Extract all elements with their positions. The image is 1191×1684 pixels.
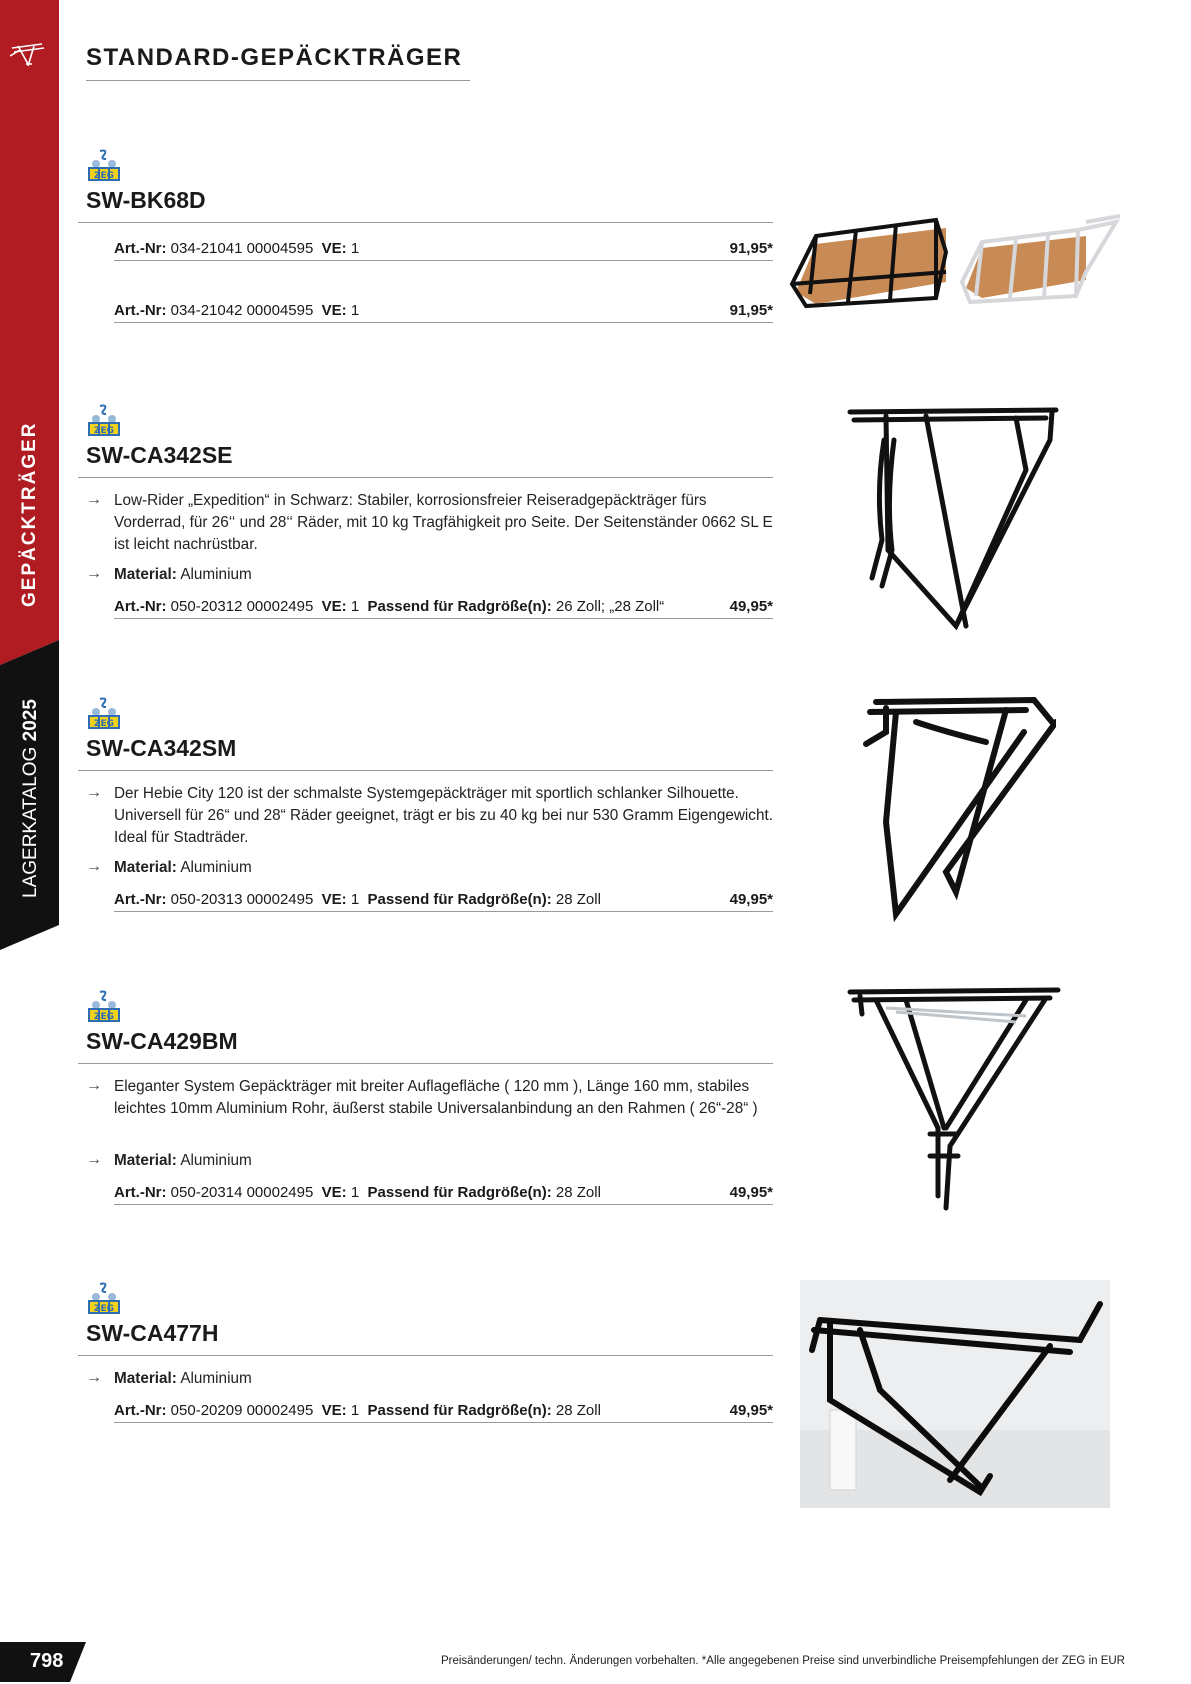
product-description: Eleganter System Gepäckträger mit breiter Auflagefläche ( 120 mm ), Länge 160 mm, stabiles leichtes 10mm Aluminium Rohr, äußerst stabile Universalanbindung an den Rahmen ( 26“-28“ ) <box>114 1078 758 1117</box>
material-line: Material: Aluminium <box>114 859 252 876</box>
price: 91,95* <box>729 302 773 319</box>
zeg-logo-text: ZEG <box>93 719 115 729</box>
product-sw-ca429bm <box>78 986 773 1206</box>
page-number: 798 <box>30 1650 64 1672</box>
product-rule <box>78 770 773 771</box>
zeg-logo-text: ZEG <box>93 171 115 181</box>
product-image-rack-photo <box>800 1280 1110 1508</box>
arrow-icon: → <box>86 858 102 875</box>
arrow-icon: → <box>86 1151 102 1168</box>
arrow-icon: → <box>86 1369 102 1386</box>
product-image-basket-racks <box>786 212 1122 312</box>
zeg-logo-icon <box>86 695 122 731</box>
article-line: Art.-Nr: 034-21041 00004595 VE: 1 91,95* <box>114 238 773 261</box>
article-line: Art.-Nr: 034-21042 00004595 VE: 1 91,95* <box>114 300 773 323</box>
article-line: Art.-Nr: 050-20312 00002495 VE: 1 Passend für Radgröße(n): 26 Zoll; „28 Zoll“ 49,95* <box>114 596 773 619</box>
product-image-system-rack <box>846 986 1066 1216</box>
product-rule <box>78 477 773 478</box>
arrow-icon: → <box>86 565 102 582</box>
product-sw-ca342sm <box>78 693 773 913</box>
product-description: Der Hebie City 120 ist der schmalste Systemgepäckträger mit sportlich schlanker Silhouette. Universell für 26“ und 28“ Räder geeignet, trägt er bis zu 40 kg bei nur 530 Gramm Eigengewicht. Ideal für Stadträder. <box>114 785 773 846</box>
arrow-icon: → <box>86 784 102 801</box>
product-sw-ca477h <box>78 1278 773 1428</box>
product-sw-bk68d <box>78 145 773 335</box>
product-name: SW-CA342SE <box>86 442 233 468</box>
arrow-icon: → <box>86 1077 102 1094</box>
product-image-city-rack <box>856 692 1056 924</box>
zeg-logo-text: ZEG <box>93 1012 115 1022</box>
zeg-logo-text: ZEG <box>93 1304 115 1314</box>
arrow-icon: → <box>86 491 102 508</box>
price: 49,95* <box>729 1184 773 1201</box>
zeg-logo-icon <box>86 988 122 1024</box>
article-line: Art.-Nr: 050-20313 00002495 VE: 1 Passend für Radgröße(n): 28 Zoll 49,95* <box>114 889 773 912</box>
article-line: Art.-Nr: 050-20314 00002495 VE: 1 Passend für Radgröße(n): 28 Zoll 49,95* <box>114 1182 773 1205</box>
material-line: Material: Aluminium <box>114 566 252 583</box>
product-sw-ca342se <box>78 400 773 620</box>
article-line: Art.-Nr: 050-20209 00002495 VE: 1 Passend für Radgröße(n): 28 Zoll 49,95* <box>114 1400 773 1423</box>
title-underline <box>86 80 470 81</box>
bike-rack-logo-icon <box>8 34 50 74</box>
product-name: SW-CA429BM <box>86 1028 238 1054</box>
price: 91,95* <box>729 240 773 257</box>
zeg-logo-icon <box>86 402 122 438</box>
price: 49,95* <box>729 598 773 615</box>
material-line: Material: Aluminium <box>114 1152 252 1169</box>
material-line: Material: Aluminium <box>114 1370 252 1387</box>
price: 49,95* <box>729 1402 773 1419</box>
product-rule <box>78 1355 773 1356</box>
price: 49,95* <box>729 891 773 908</box>
product-rule <box>78 1063 773 1064</box>
zeg-logo-icon <box>86 1280 122 1316</box>
product-name: SW-BK68D <box>86 187 206 213</box>
zeg-logo-text: ZEG <box>93 426 115 436</box>
product-description: Low-Rider „Expedition“ in Schwarz: Stabiler, korrosionsfreier Reiseradgepäckträger fürs Vorderrad, für 26‘‘ und 28‘‘ Räder, mit 10 kg Tragfähigkeit pro Seite. Der Seitenständer 0662 SL E ist leicht nachrüstbar. <box>114 492 773 553</box>
footer-disclaimer: Preisänderungen/ techn. Änderungen vorbehalten. *Alle angegebenen Preise sind unverbindliche Preisempfehlungen der ZEG in EUR <box>440 1655 1125 1667</box>
zeg-logo-icon <box>86 147 122 183</box>
product-rule <box>78 222 773 223</box>
product-name: SW-CA342SM <box>86 735 237 761</box>
product-image-lowrider <box>846 400 1066 632</box>
page-title: STANDARD-GEPÄCKTRÄGER <box>86 44 463 71</box>
product-name: SW-CA477H <box>86 1320 219 1346</box>
